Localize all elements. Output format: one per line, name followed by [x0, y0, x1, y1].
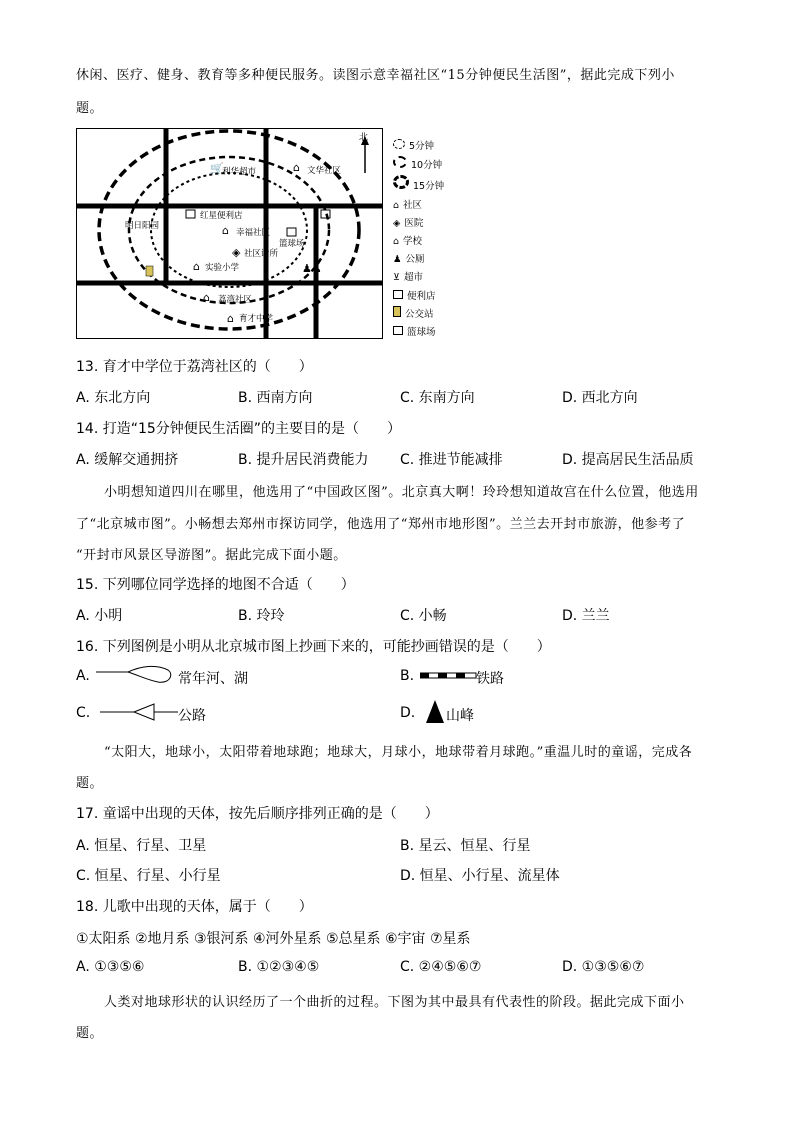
place-label: 幸福社区	[236, 228, 271, 238]
north-label: 北	[359, 133, 369, 143]
dash-5min-icon	[393, 139, 405, 149]
store-icon	[393, 290, 403, 299]
intro-text: 人类对地球形状的认识经历了一个曲折的过程。下图为其中最具有代表性的阶段。据此完成下面小	[104, 995, 685, 1010]
option-a: A. 小明	[76, 608, 123, 624]
option-a: A. 缓解交通拥挤	[76, 452, 179, 468]
option-b: B. 星云、恒星、行星	[400, 838, 531, 854]
place-label: 荔湾社区	[218, 295, 253, 305]
court-icon	[393, 326, 403, 335]
railway-symbol-icon	[420, 670, 478, 682]
option-d-letter: D.	[400, 705, 416, 721]
intro-text: 题。	[76, 1026, 104, 1041]
community-icon: ⌂	[203, 291, 210, 304]
option-b: B. 玲玲	[238, 608, 285, 624]
question-18-stem: 18. 儿歌中出现的天体，属于（ ）	[76, 899, 313, 915]
question-15-stem: 15. 下列哪位同学选择的地图不合适（ ）	[76, 577, 355, 593]
legend-item: ♟ 公厕	[393, 254, 425, 266]
hospital-icon: ◈	[393, 217, 401, 229]
road-symbol-icon	[100, 702, 180, 722]
cart-icon: ⊻	[393, 272, 400, 284]
intro-text: 题。	[76, 101, 104, 116]
legend-item: ⌂ 学校	[393, 236, 423, 248]
school-icon: ⌂	[193, 260, 200, 273]
option-b: B. ①②③④⑤	[238, 959, 320, 975]
place-label: 明日阳园	[125, 221, 160, 231]
question-18-items: ①太阳系 ②地月系 ③银河系 ④河外星系 ⑤总星系 ⑥宇宙 ⑦星系	[76, 931, 471, 947]
bus-icon	[393, 306, 401, 317]
option-d: 山峰	[446, 708, 474, 724]
dash-15min-icon	[393, 175, 409, 189]
option-a: A. ①③⑤⑥	[76, 959, 145, 975]
place-label: 育才中学	[239, 314, 274, 324]
toilet-icon: ♟♟	[302, 262, 322, 275]
intro-text: “太阳大，地球小，太阳带着地球跑；地球大，月球小，地球带着月球跑。”重温儿时的童谣，完成各	[104, 745, 693, 760]
option-c: 公路	[178, 708, 206, 724]
toilet-icon: ♟	[393, 254, 402, 266]
community-icon: ⌂	[393, 199, 400, 211]
legend-item: 5分钟	[393, 138, 444, 156]
intro-text: 休闲、医疗、健身、教育等多种便民服务。读图示意幸福社区“15分钟便民生活图”，据此完成下列小	[76, 68, 675, 83]
community-map	[76, 128, 436, 340]
intro-text: 了“北京城市图”。小畅想去郑州市探访同学，他选用了“郑州市地形图”。兰兰去开封市旅游，他参考了	[76, 517, 686, 532]
option-a: 常年河、湖	[178, 671, 248, 687]
place-label: 篮球场	[279, 239, 305, 249]
option-d: D. 西北方向	[562, 390, 638, 406]
question-13-stem: 13. 育才中学位于荔湾社区的（ ）	[76, 359, 313, 375]
option-d: D. 兰兰	[562, 608, 610, 624]
peak-symbol-icon	[424, 699, 446, 725]
legend-item: ◈ 医院	[393, 217, 424, 229]
option-c: C. 恒星、行星、小行星	[76, 868, 221, 884]
place-label: 利华超市	[222, 167, 257, 177]
legend-item: 15分钟	[393, 175, 444, 196]
option-c: C. 推进节能减排	[400, 452, 503, 468]
option-a: A. 东北方向	[76, 390, 151, 406]
option-a: A. 恒星、行星、卫星	[76, 838, 207, 854]
place-label: 文华社区	[307, 166, 342, 176]
question-17-stem: 17. 童谣中出现的天体，按先后顺序排列正确的是（ ）	[76, 806, 439, 822]
intro-text: 小明想知道四川在哪里，他选用了“中国政区图”。北京真大啊！玲玲想知道故宫在什么位置，他选用	[104, 485, 699, 500]
dash-10min-icon	[393, 156, 407, 168]
intro-text: 题。	[76, 776, 104, 791]
option-d: D. ①③⑤⑥⑦	[562, 959, 645, 975]
community-icon: ⌂	[293, 161, 300, 174]
option-b: B. 西南方向	[238, 390, 313, 406]
option-b: B. 提升居民消费能力	[238, 452, 369, 468]
legend-item: 便利店	[393, 288, 444, 306]
option-c: C. 小畅	[400, 608, 447, 624]
option-c-letter: C.	[76, 705, 91, 721]
legend-item: 公交站	[393, 306, 444, 324]
legend-item: 10分钟	[393, 156, 444, 175]
lake-symbol-icon	[96, 664, 178, 688]
cart-icon: 🛒	[210, 162, 224, 175]
place-label: 实验小学	[205, 263, 240, 273]
school-icon: ⌂	[227, 312, 234, 325]
legend-item: 篮球场	[393, 324, 444, 342]
legend-item: ⌂ 社区	[393, 199, 423, 211]
legend-item: ⊻ 超市	[393, 272, 423, 284]
option-c: C. ②④⑤⑥⑦	[400, 959, 482, 975]
place-label: 红星便利店	[200, 211, 243, 221]
place-label: 社区诊所	[244, 249, 279, 259]
option-c: C. 东南方向	[400, 390, 475, 406]
option-b-letter: B.	[400, 668, 415, 684]
bus-icon	[146, 266, 153, 276]
option-a-letter: A.	[76, 668, 90, 684]
question-14-stem: 14. 打造“15分钟便民生活圈”的主要目的是（ ）	[76, 421, 402, 437]
option-b: 铁路	[476, 671, 504, 687]
option-d: D. 恒星、小行星、流星体	[400, 868, 560, 884]
community-icon: ⌂	[222, 224, 229, 237]
hospital-icon: ◈	[232, 246, 241, 259]
question-16-stem: 16. 下列图例是小明从北京城市图上抄画下来的，可能抄画错误的是（ ）	[76, 639, 551, 655]
intro-text: “开封市风景区导游图”。据此完成下面小题。	[76, 548, 347, 563]
school-icon: ⌂	[393, 236, 400, 248]
option-d: D. 提高居民生活品质	[562, 452, 694, 468]
map-legend	[393, 138, 444, 342]
